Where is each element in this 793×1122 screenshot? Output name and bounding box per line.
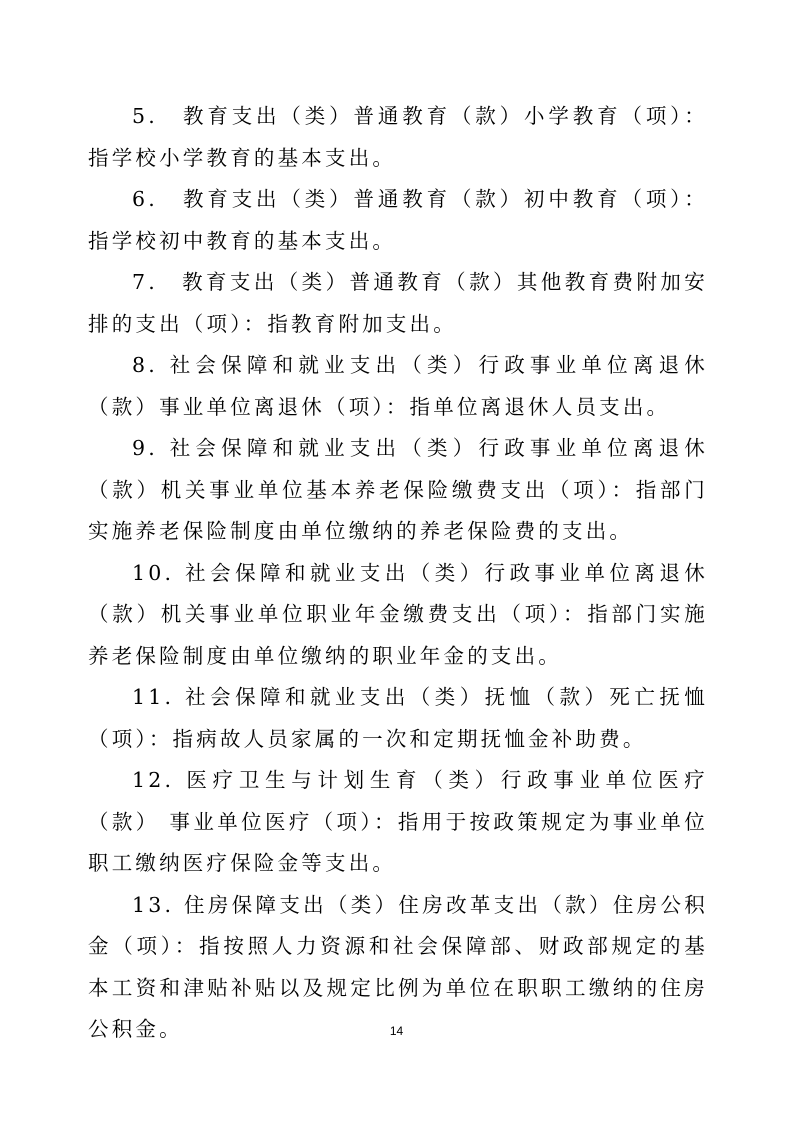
paragraph-item-12: 12. 医疗卫生与计划生育（类）行政事业单位医疗（款） 事业单位医疗（项）：指用于按政策规定为事业单位职工缴纳医疗保险金等支出。 [88, 768, 708, 875]
paragraph-item-10: 10. 社会保障和就业支出（类）行政事业单位离退休（款）机关事业单位职业年金缴费支出（项）：指部门实施养老保险制度由单位缴纳的职业年金的支出。 [88, 560, 708, 668]
paragraph-item-8: 8. 社会保障和就业支出（类）行政事业单位离退休（款）事业单位离退休（项）：指单位离退休人员支出。 [88, 353, 708, 419]
paragraph-item-6: 6. 教育支出（类）普通教育（款）初中教育（项）：指学校初中教育的基本支出。 [88, 187, 708, 253]
document-body [88, 96, 708, 1051]
paragraph-item-9: 9. 社会保障和就业支出（类）行政事业单位离退休（款）机关事业单位基本养老保险缴费支出（项）：指部门实施养老保险制度由单位缴纳的养老保险费的支出。 [88, 436, 708, 543]
page-number: 14 [389, 1024, 404, 1038]
paragraph-item-11: 11. 社会保障和就业支出（类）抚恤（款）死亡抚恤（项）：指病故人员家属的一次和定期抚恤金补助费。 [88, 685, 708, 751]
paragraph-item-5: 5. 教育支出（类）普通教育（款）小学教育（项）：指学校小学教育的基本支出。 [88, 104, 708, 170]
paragraph-item-7: 7. 教育支出（类）普通教育（款）其他教育费附加安排的支出（项）：指教育附加支出。 [88, 270, 708, 336]
paragraph-item-13: 13. 住房保障支出（类）住房改革支出（款）住房公积金（项）：指按照人力资源和社会保障部、财政部规定的基本工资和津贴补贴以及规定比例为单位在职职工缴纳的住房公积金。 [88, 892, 708, 1041]
